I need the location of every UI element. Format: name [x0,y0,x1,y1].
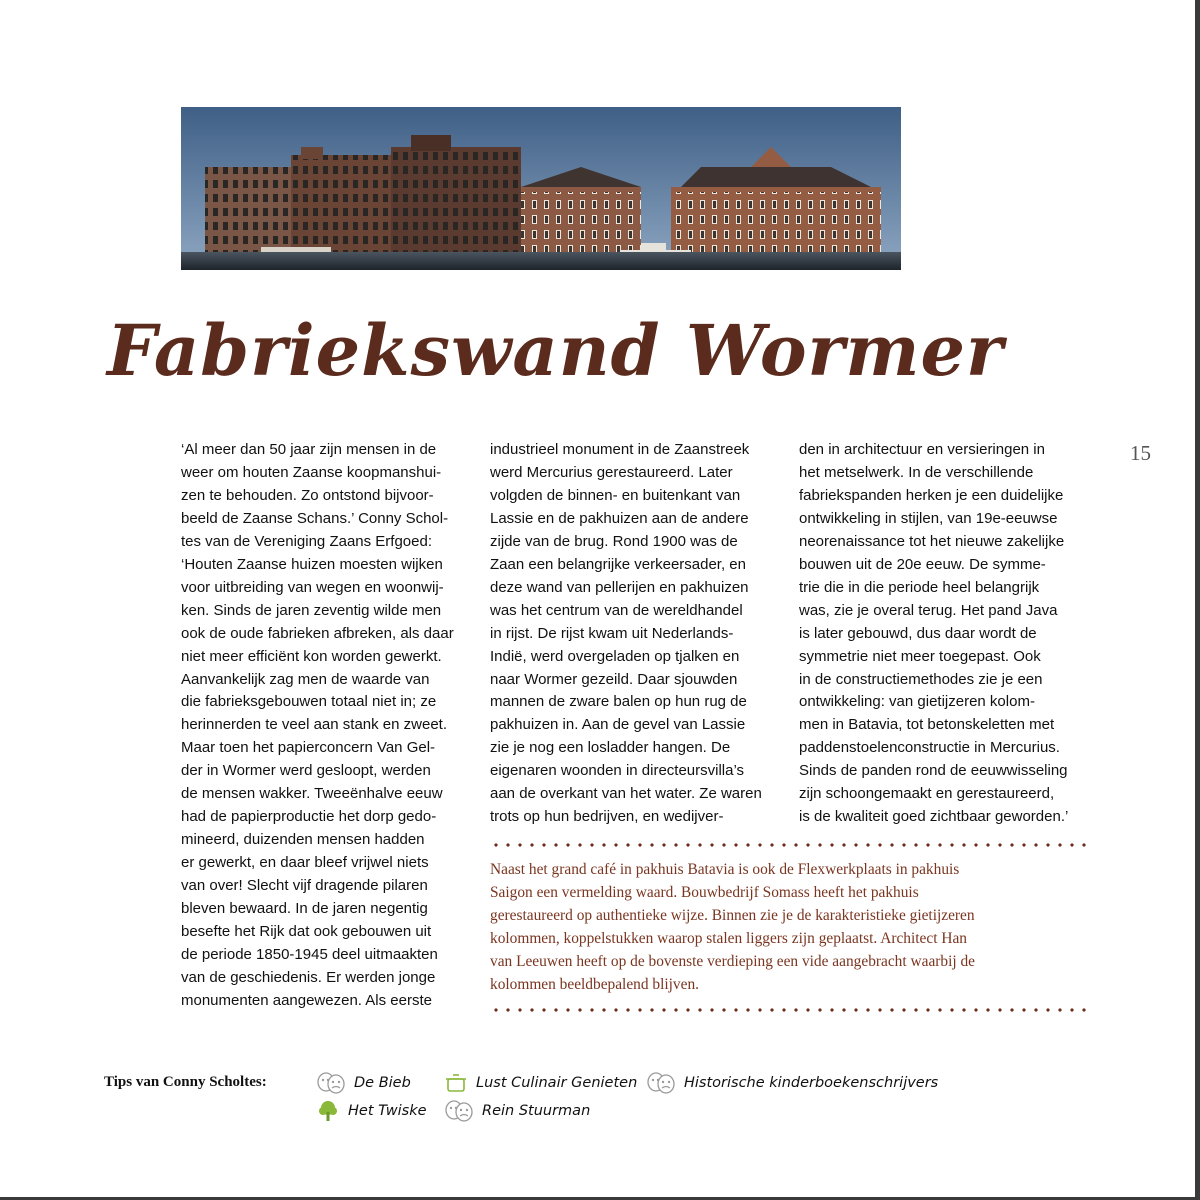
tip-rein-stuurman[interactable] [444,1099,590,1123]
text-line: volgden de binnen- en buitenkant van [490,486,741,504]
text-line: van over! Slecht vijf dragende pilaren [181,877,428,895]
tip-label: Historische kinderboekenschrijvers [684,1075,939,1091]
text-line: Indië, werd overgeladen op tjalken en [490,647,740,665]
text-line: van de geschiedenis. Er werden jonge [181,968,436,986]
tip-label: Het Twiske [348,1103,427,1119]
text-line: besefte het Rijk dat ook gebouwen uit [181,923,432,941]
text-line: bouwen uit de 20e eeuw. De symme- [799,555,1046,573]
text-line: Sinds de panden rond de eeuwwisseling [799,762,1068,780]
text-line: in rijst. De rijst kwam uit Nederlands- [490,624,734,642]
text-column-2 [490,439,775,829]
header-photo [181,107,901,270]
text-line: der in Wormer werd gesloopt, werden [181,762,431,780]
theater-masks-icon [646,1071,676,1095]
tips-label: Tips van Conny Scholtes: [104,1074,267,1090]
text-line: weer om houten Zaanse koopmanshui- [181,463,442,481]
page-edge-right [1195,0,1200,1200]
text-line: ‘Houten Zaanse huizen moesten wijken [181,555,443,573]
text-line: Zaan een belangrijke verkeersader, en [490,555,746,573]
text-line: paddenstoelenconstructie in Mercurius. [799,739,1060,757]
text-line: zijn schoongemaakt en gerestaureerd, [799,785,1055,803]
theater-masks-icon [316,1071,346,1095]
tip-het-twiske[interactable] [316,1099,427,1123]
text-line: had de papierproductie het dorp gedo- [181,808,437,826]
text-line: zie je nog een losladder hangen. De [490,739,731,757]
text-line: beeld de Zaanse Schans.’ Conny Schol- [181,509,449,527]
text-line: is de kwaliteit goed zichtbaar geworden.’ [799,808,1069,826]
theater-masks-icon [444,1099,474,1123]
tip-label: Lust Culinair Genieten [476,1075,638,1091]
tip-de-bieb[interactable] [316,1071,411,1095]
text-line: aan de overkant van het water. Ze waren [490,785,762,803]
dotted-divider-top [490,843,1090,847]
text-column-1 [181,439,466,1013]
text-line: neorenaissance tot het nieuwe zakelijke [799,532,1065,550]
text-line: mannen de zware balen op hun rug de [490,693,747,711]
highlight-line: Naast het grand café in pakhuis Batavia is ook de Flexwerkplaats in pakhuis [490,861,960,878]
highlight-line: kolommen beeldbepalend blijven. [490,976,699,993]
text-line: was het centrum van de wereldhandel [490,601,743,619]
tip-lust-culinair[interactable] [444,1071,637,1095]
text-line: zijde van de brug. Rond 1900 was de [490,532,738,550]
text-line: niet meer efficiënt kon worden gewerkt. [181,647,442,665]
highlight-line: Saigon een vermelding waard. Bouwbedrijf Somass heeft het pakhuis [490,884,919,901]
text-line: trots op hun bedrijven, en wedijver- [490,808,724,826]
text-line: deze wand van pellerijen en pakhuizen [490,578,749,596]
text-line: is later gebouwd, dus daar wordt de [799,624,1037,642]
text-line: den in architectuur en versieringen in [799,441,1045,458]
text-line: bleven bewaard. In de jaren negentig [181,900,428,918]
text-line: herinnerden te veel aan stank en zweet. [181,716,448,734]
text-line: naar Wormer gezeild. Daar sjouwden [490,670,738,688]
dotted-divider-bottom [490,1008,1090,1012]
text-line: Aanvankelijk zag men de waarde van [181,670,430,688]
text-line: voor uitbreiding van wegen en woonwij- [181,578,444,596]
tip-historische-kinderboekenschrijvers[interactable] [646,1071,938,1095]
text-line: Maar toen het papierconcern Van Gel- [181,739,436,757]
text-line: zen te behouden. Zo ontstond bijvoor- [181,486,434,504]
text-line: eigenaren woonden in directeursvilla’s [490,762,745,780]
nature-tree-icon [316,1099,340,1123]
text-line: die fabrieksgebouwen totaal niet in; ze [181,693,437,711]
text-line: ontwikkeling in stijlen, van 19e-eeuwse [799,509,1058,527]
text-line: het metselwerk. In de verschillende [799,463,1034,481]
text-column-3 [799,439,1084,829]
page-title: Fabriekswand Wormer [107,309,1004,392]
text-line: ontwikkeling: van gietijzeren kolom- [799,693,1035,711]
text-line: ken. Sinds de jaren zeventig wilde men [181,601,442,619]
text-line: de periode 1850-1945 deel uitmaakten [181,945,438,963]
tip-label: De Bieb [354,1075,411,1091]
text-line: in de constructiemethodes zie je een [799,670,1043,688]
text-line: fabriekspanden herken je een duidelijke [799,486,1064,504]
text-line: werd Mercurius gerestaureerd. Later [490,463,733,481]
text-line: er gewerkt, en daar bleef vrijwel niets [181,854,429,872]
text-line: was, zie je overal terug. Het pand Java [799,601,1058,619]
highlight-line: gerestaureerd op authentieke wijze. Binnen zie je de karakteristieke gietijzeren [490,907,975,924]
highlight-line: van Leeuwen heeft op de bovenste verdieping een vide aangebracht waarbij de [490,953,976,970]
highlight-line: kolommen, koppelstukken waarop stalen liggers zijn geplaatst. Architect Han [490,930,967,947]
text-line: monumenten aangewezen. Als eerste [181,991,432,1009]
highlight-box [490,858,1090,996]
text-line: de mensen wakker. Tweeënhalve eeuw [181,785,443,803]
text-line: ook de oude fabrieken afbreken, als daar [181,624,454,642]
text-line: men in Batavia, tot betonskeletten met [799,716,1055,734]
text-line: trie die in die periode heel belangrijk [799,578,1040,596]
text-line: symmetrie niet meer toegepast. Ook [799,647,1041,665]
text-line: mineerd, duizenden mensen hadden [181,831,425,849]
text-line: Lassie en de pakhuizen aan de andere [490,509,749,527]
tip-label: Rein Stuurman [482,1103,591,1119]
cooking-pot-icon [444,1071,468,1095]
text-line: pakhuizen in. Aan de gevel van Lassie [490,716,746,734]
page-number: 15 [1130,441,1151,465]
text-line: industrieel monument in de Zaanstreek [490,441,750,458]
text-line: ‘Al meer dan 50 jaar zijn mensen in de [181,441,437,458]
text-line: tes van de Vereniging Zaans Erfgoed: [181,532,433,550]
